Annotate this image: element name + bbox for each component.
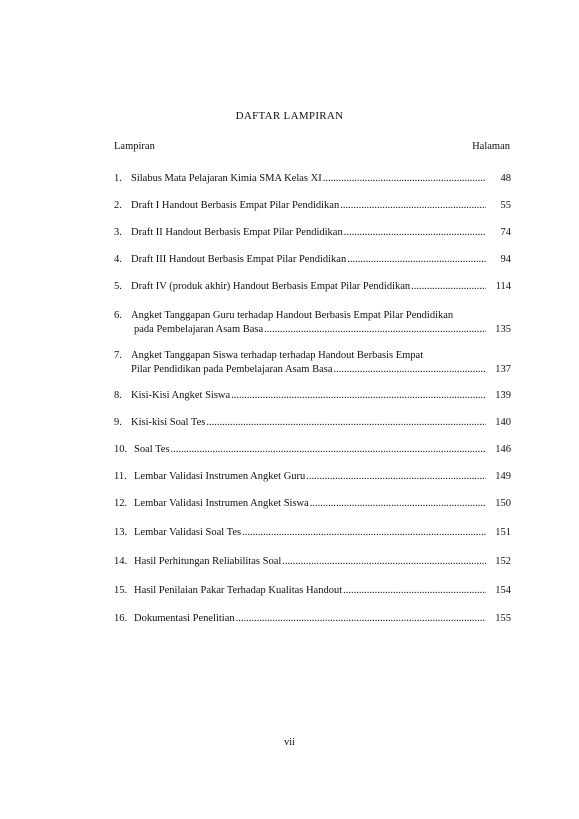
- toc-entry-14[interactable]: [114, 555, 511, 569]
- page-number: vii: [283, 737, 296, 748]
- toc-entry-10[interactable]: [114, 443, 511, 457]
- entry-page: 155: [495, 613, 511, 624]
- entry-title: Lembar Validasi Instrumen Angket Guru: [134, 471, 306, 482]
- entry-number: 11.: [114, 471, 127, 482]
- dot-leader: [323, 172, 486, 186]
- toc-entry-4[interactable]: [114, 253, 511, 267]
- entry-page: 151: [495, 527, 511, 538]
- toc-entry-2[interactable]: [114, 199, 511, 213]
- entry-page: 135: [495, 324, 511, 335]
- entry-page: 94: [500, 254, 511, 265]
- entry-number: 3.: [114, 227, 122, 238]
- entry-page: 154: [495, 585, 511, 596]
- entry-title: Angket Tanggapan Siswa terhadap terhadap Handout Berbasis Empat: [131, 350, 424, 361]
- entry-title: Dokumentasi Penelitian: [134, 613, 235, 624]
- entry-title-continued: pada Pembelajaran Asam Basa: [134, 324, 264, 335]
- dot-leader: [206, 416, 486, 430]
- entry-title: Kisi-Kisi Angket Siswa: [131, 390, 231, 401]
- entry-number: 14.: [114, 556, 128, 567]
- toc-entry-11[interactable]: [114, 470, 511, 484]
- entry-number: 13.: [114, 527, 128, 538]
- dot-leader: [242, 526, 486, 540]
- entry-title: Kisi-kisi Soal Tes: [131, 417, 206, 428]
- dot-leader: [411, 280, 486, 294]
- entry-title: Hasil Perhitungan Reliabilitas Soal: [134, 556, 282, 567]
- entry-title: Lembar Validasi Soal Tes: [134, 527, 242, 538]
- dot-leader: [347, 253, 486, 267]
- dot-leader: [334, 363, 487, 377]
- dot-leader: [171, 443, 486, 457]
- entry-page: 140: [495, 417, 511, 428]
- entry-number: 4.: [114, 254, 122, 265]
- dot-leader: [306, 470, 486, 484]
- entry-number: 10.: [114, 444, 128, 455]
- entry-title: Silabus Mata Pelajaran Kimia SMA Kelas XI: [131, 173, 322, 184]
- entry-page: 114: [495, 281, 511, 292]
- entry-number: 1.: [114, 173, 122, 184]
- toc-entry-9[interactable]: [114, 416, 511, 430]
- entry-number: 9.: [114, 417, 122, 428]
- toc-entry-8[interactable]: [114, 389, 511, 403]
- toc-entry-7[interactable]: [114, 349, 511, 377]
- toc-entry-13[interactable]: [114, 526, 511, 540]
- dot-leader: [343, 584, 486, 598]
- entry-title-continued: Pilar Pendidikan pada Pembelajaran Asam Basa: [131, 364, 333, 375]
- entry-number: 15.: [114, 585, 128, 596]
- toc-entry-15[interactable]: [114, 584, 511, 598]
- entry-title: Lembar Validasi Instrumen Angket Siswa: [134, 498, 309, 509]
- dot-leader: [264, 323, 486, 337]
- entry-number: 6.: [114, 310, 122, 321]
- entry-page: 137: [495, 364, 511, 375]
- entry-page: 48: [500, 173, 511, 184]
- toc-entry-1[interactable]: [114, 172, 511, 186]
- entry-title: Hasil Penilaian Pakar Terhadap Kualitas Handout: [134, 585, 343, 596]
- entry-page: 74: [500, 227, 511, 238]
- dot-leader: [282, 555, 486, 569]
- toc-entry-3[interactable]: [114, 226, 511, 240]
- toc-entry-5[interactable]: [114, 280, 511, 294]
- entry-number: 8.: [114, 390, 122, 401]
- entry-number: 7.: [114, 350, 122, 361]
- entry-page: 150: [495, 498, 511, 509]
- entry-page: 149: [495, 471, 511, 482]
- page-title: DAFTAR LAMPIRAN: [235, 110, 344, 122]
- dot-leader: [310, 497, 486, 511]
- entry-number: 12.: [114, 498, 128, 509]
- dot-leader: [231, 389, 486, 403]
- dot-leader: [236, 612, 486, 626]
- entry-number: 2.: [114, 200, 122, 211]
- entry-number: 5.: [114, 281, 122, 292]
- toc-entry-6[interactable]: [114, 309, 511, 337]
- dot-leader: [344, 226, 486, 240]
- column-header-halaman: Halaman: [472, 141, 510, 152]
- column-header-lampiran: Lampiran: [114, 141, 155, 152]
- entry-title: Angket Tanggapan Guru terhadap Handout Berbasis Empat Pilar Pendidikan: [131, 310, 454, 321]
- toc-entry-12[interactable]: [114, 497, 511, 511]
- entry-page: 55: [500, 200, 511, 211]
- entry-number: 16.: [114, 613, 128, 624]
- entry-page: 146: [495, 444, 511, 455]
- entry-title: Draft I Handout Berbasis Empat Pilar Pendidikan: [131, 200, 340, 211]
- entry-title: Draft IV (produk akhir) Handout Berbasis Empat Pilar Pendidikan: [131, 281, 411, 292]
- entry-title: Draft III Handout Berbasis Empat Pilar Pendidikan: [131, 254, 347, 265]
- dot-leader: [340, 199, 486, 213]
- entry-page: 139: [495, 390, 511, 401]
- entry-title: Soal Tes: [134, 444, 170, 455]
- entry-title: Draft II Handout Berbasis Empat Pilar Pendidikan: [131, 227, 343, 238]
- toc-entry-16[interactable]: [114, 612, 511, 626]
- entry-page: 152: [495, 556, 511, 567]
